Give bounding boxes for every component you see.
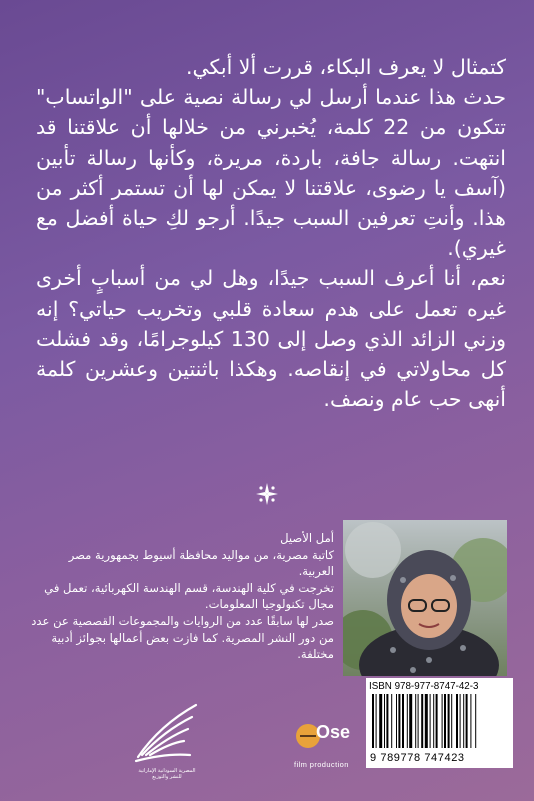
publisher-name: المصرية السودانية الإماراتية للنشر والتوزيع: [138, 768, 196, 780]
barcode-digits: 9 789778 747423: [370, 752, 465, 764]
ornament-icon: [255, 482, 279, 506]
paragraph-3: نعم، أنا أعرف السبب جيدًا، وهل لي من أسبابٍ أخرى غيره تعمل على هدم سعادة قلبي وتخريب حياتي؟ إنه وزني الزائد الذي وصل إلى 130 كيلوجرامًا، وقد فشلت كل محاولاتي في إنقاصه. وهكذا باثنتين وعشرين كلمة أنهى حب عام ونصف.: [36, 266, 506, 412]
barcode-bars: [372, 694, 507, 748]
paragraph-1: كتمثال لا يعرف البكاء، قررت ألا أبكي.: [185, 55, 506, 79]
ose-logo-text: Ose: [316, 722, 351, 742]
isbn-barcode: [366, 678, 513, 768]
isbn-label: ISBN 978-977-8747-42-3: [369, 681, 479, 692]
author-photo: [343, 520, 507, 676]
bio-line-1: كاتبة مصرية، من مواليد محافظة أسيوط بجمهورية مصر العربية.: [68, 547, 334, 579]
ose-subtitle: film production: [294, 760, 349, 769]
author-name: أمل الأصيل: [280, 531, 334, 545]
back-cover-text: [36, 52, 506, 414]
bio-line-2: تخرجت في كلية الهندسة، قسم الهندسة الكهربائية، تعمل في مجال تكنولوجيا المعلومات.: [44, 580, 334, 612]
paragraph-2: حدث هذا عندما أرسل لي رسالة نصية على "الواتساب" تتكون من 22 كلمة، يُخبرني من خلالها أن علاقتنا قد انتهت. رسالة جافة، باردة، مريرة، وكأنها رسالة تأبين (آسف يا رضوى، علاقتنا لا يمكن لها أن تستمر أكثر من هذا. وأنتِ تعرفين السبب جيدًا. أرجو لكِ حياة أفضل مع غيري).: [36, 85, 506, 261]
author-bio: [30, 530, 334, 663]
bio-line-3: صدر لها سابقًا عدد من الروايات والمجموعات القصصية عن عدد من دور النشر المصرية. كما فازت بعض أعمالها بجوائز أدبية مختلفة.: [31, 613, 334, 662]
feather-logo-icon: [130, 695, 202, 775]
